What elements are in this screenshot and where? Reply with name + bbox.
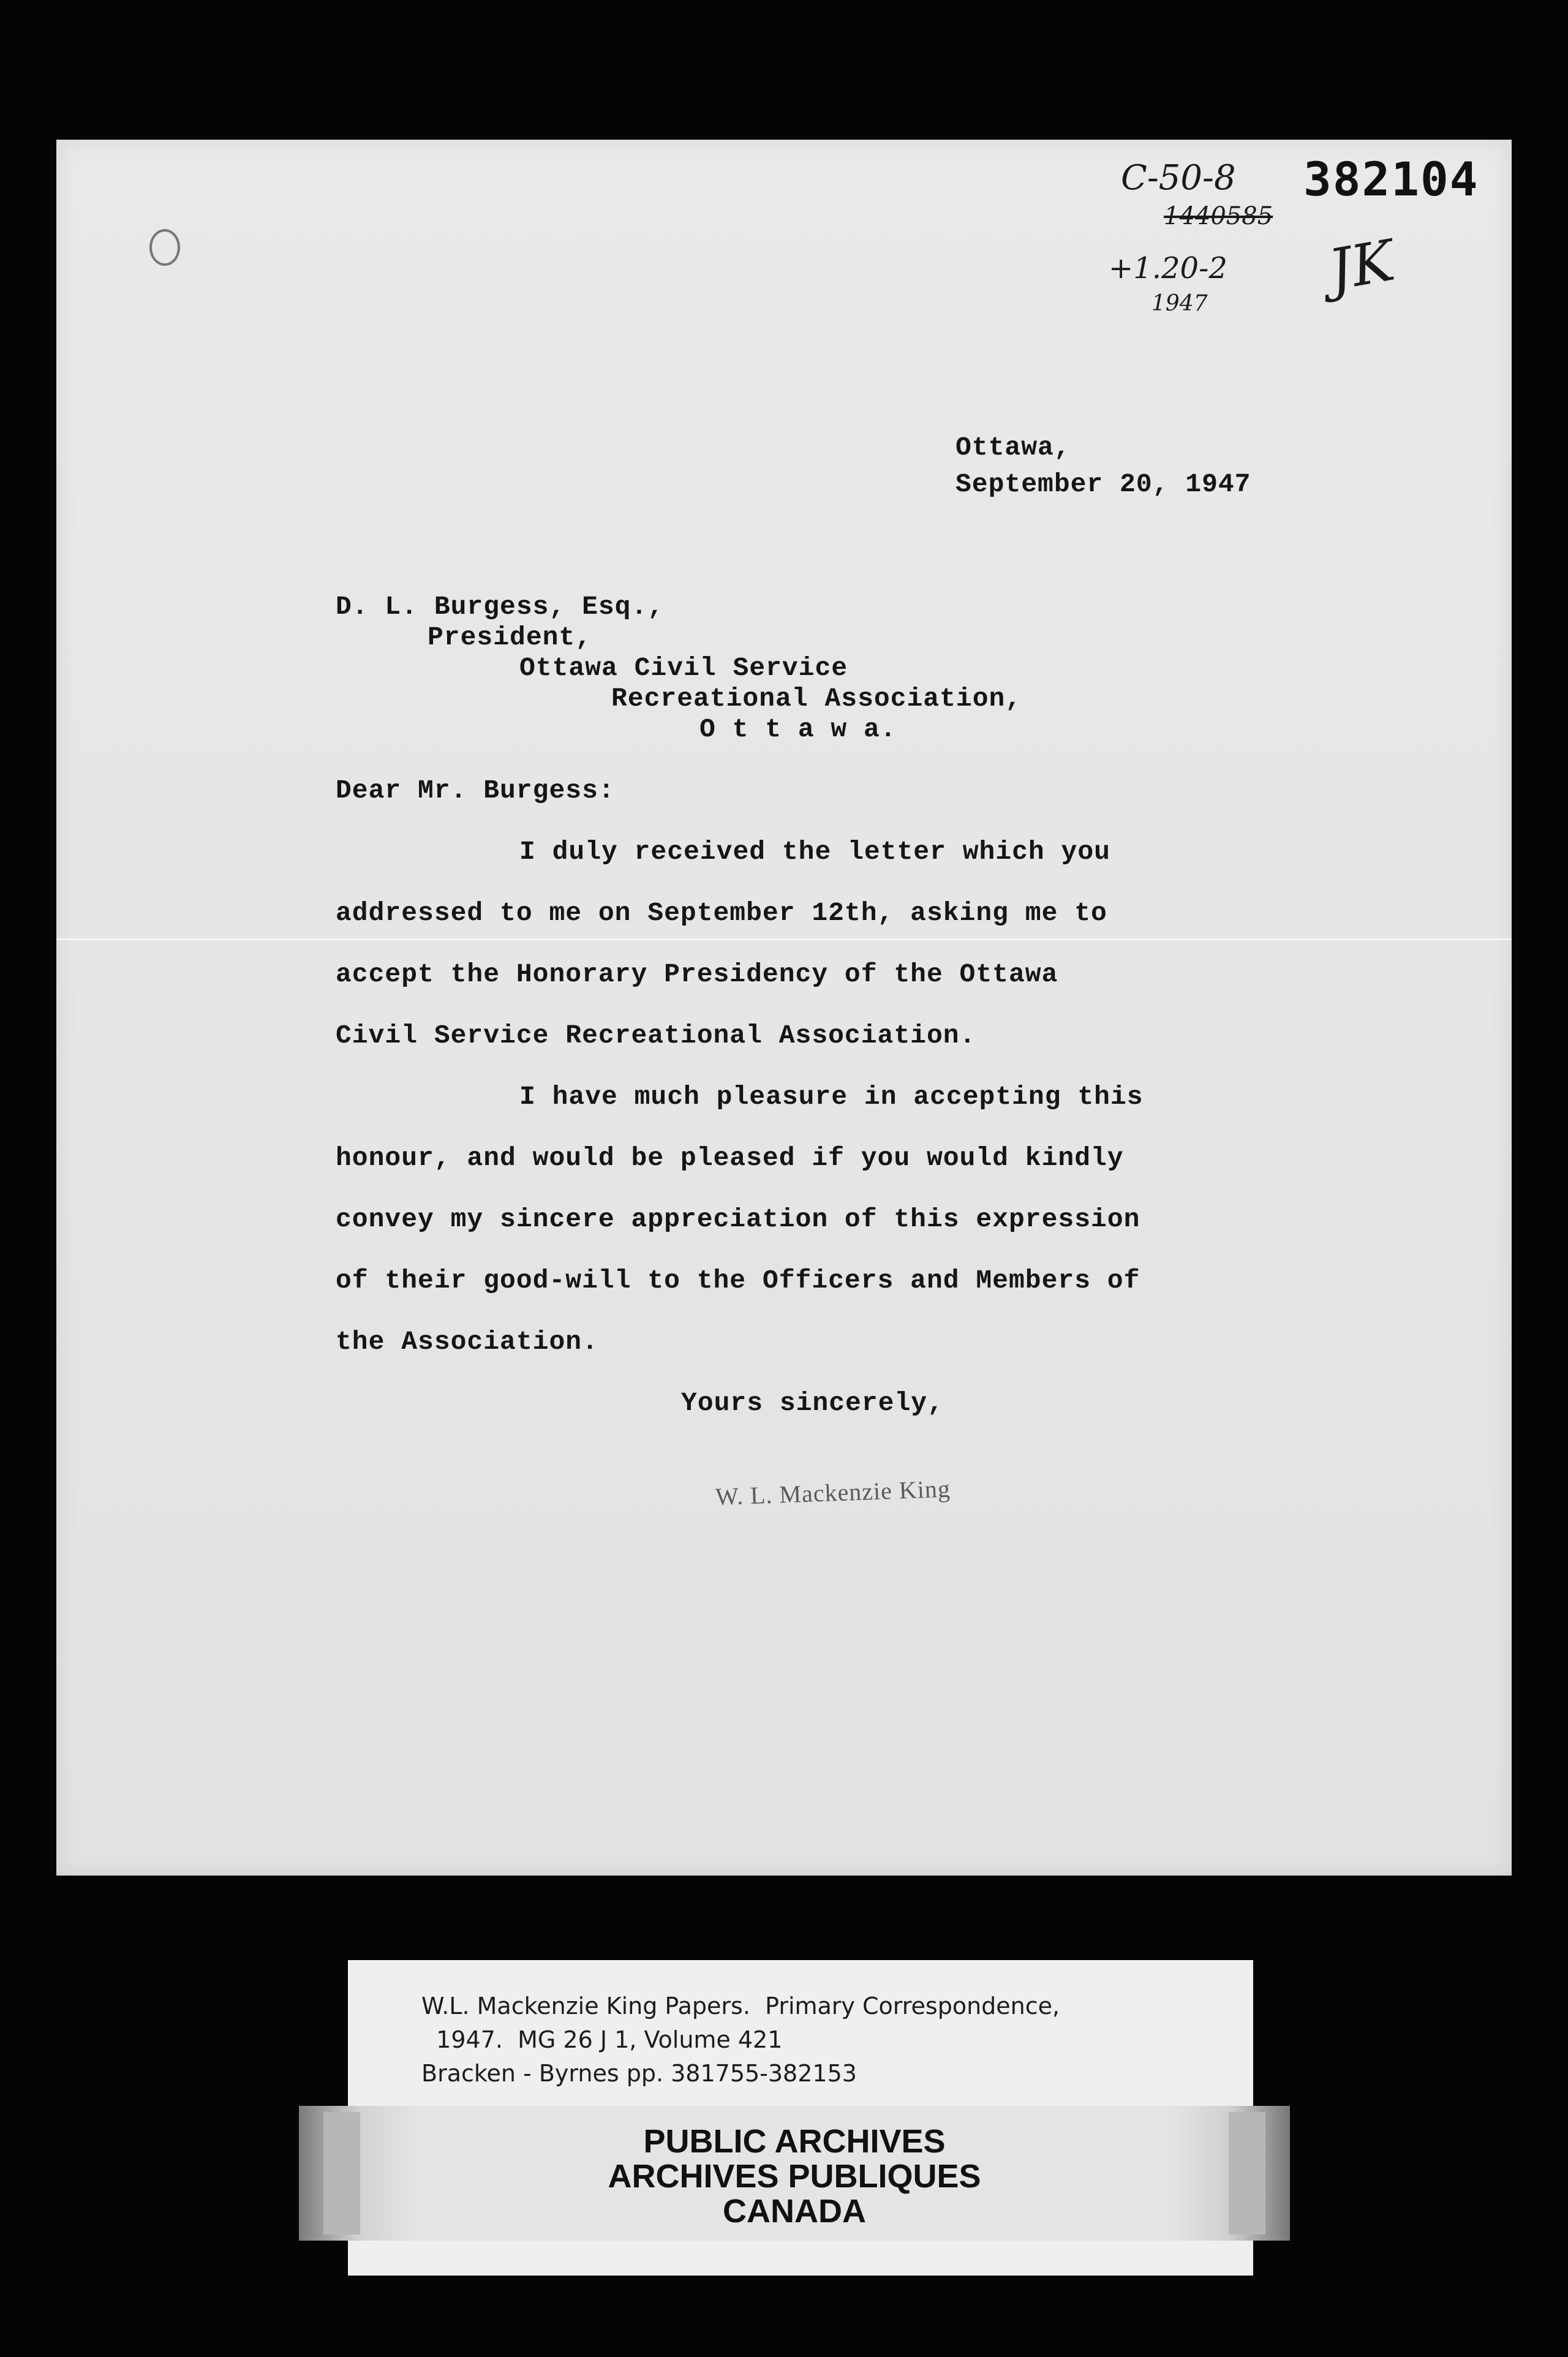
paragraph2-line: I have much pleasure in accepting this: [519, 1082, 1144, 1112]
archive-band-text: [299, 2124, 1290, 2229]
punch-hole-mark: [149, 229, 180, 266]
letter-date: September 20, 1947: [956, 469, 1251, 499]
archive-label-text: [421, 1989, 1060, 2091]
recipient-title: President,: [428, 622, 592, 652]
paragraph1-line: I duly received the letter which you: [519, 837, 1110, 867]
salutation: Dear Mr. Burgess:: [336, 775, 615, 805]
archive-band: [299, 2106, 1290, 2241]
archive-band-line2: ARCHIVES PUBLIQUES: [608, 2158, 981, 2195]
initials-mark: JK: [1324, 227, 1400, 304]
recipient-city: O t t a w a.: [699, 714, 897, 744]
recipient-org-2: Recreational Association,: [611, 684, 1022, 714]
paragraph2-line: of their good-will to the Officers and Members of: [336, 1265, 1140, 1295]
recipient-org: Ottawa Civil Service: [519, 653, 848, 683]
archive-label-line1: W.L. Mackenzie King Papers. Primary Correspondence,: [421, 1993, 1060, 2019]
paragraph1-line: Civil Service Recreational Association.: [336, 1020, 976, 1050]
letter-place: Ottawa,: [956, 432, 1071, 462]
signature-stamp: W. L. Mackenzie King: [715, 1474, 951, 1510]
paragraph2-line: convey my sincere appreciation of this expression: [336, 1204, 1140, 1234]
paragraph1-line: accept the Honorary Presidency of the Ottawa: [336, 959, 1058, 989]
file-notation-year: 1947: [1152, 291, 1208, 316]
closing: Yours sincerely,: [681, 1388, 944, 1418]
paragraph2-line: the Association.: [336, 1327, 598, 1357]
file-notation-mid: +1.20-2: [1109, 251, 1227, 285]
archive-label-line2: 1947. MG 26 J 1, Volume 421: [421, 2026, 783, 2053]
archive-band-line3: CANADA: [723, 2193, 866, 2230]
paragraph1-line: addressed to me on September 12th, asking me to: [336, 898, 1107, 928]
recipient-name: D. L. Burgess, Esq.,: [336, 592, 665, 622]
document-number: 382104: [1303, 152, 1479, 206]
paragraph2-line: honour, and would be pleased if you would kindly: [336, 1143, 1124, 1173]
letter-page: [56, 140, 1512, 1876]
file-notation-top: C-50-8: [1121, 158, 1236, 198]
archive-label-line3: Bracken - Byrnes pp. 381755-382153: [421, 2060, 857, 2087]
file-notation-struck: 1440585: [1164, 202, 1273, 230]
fold-line: [56, 938, 1512, 940]
archive-band-line1: PUBLIC ARCHIVES: [643, 2123, 946, 2160]
